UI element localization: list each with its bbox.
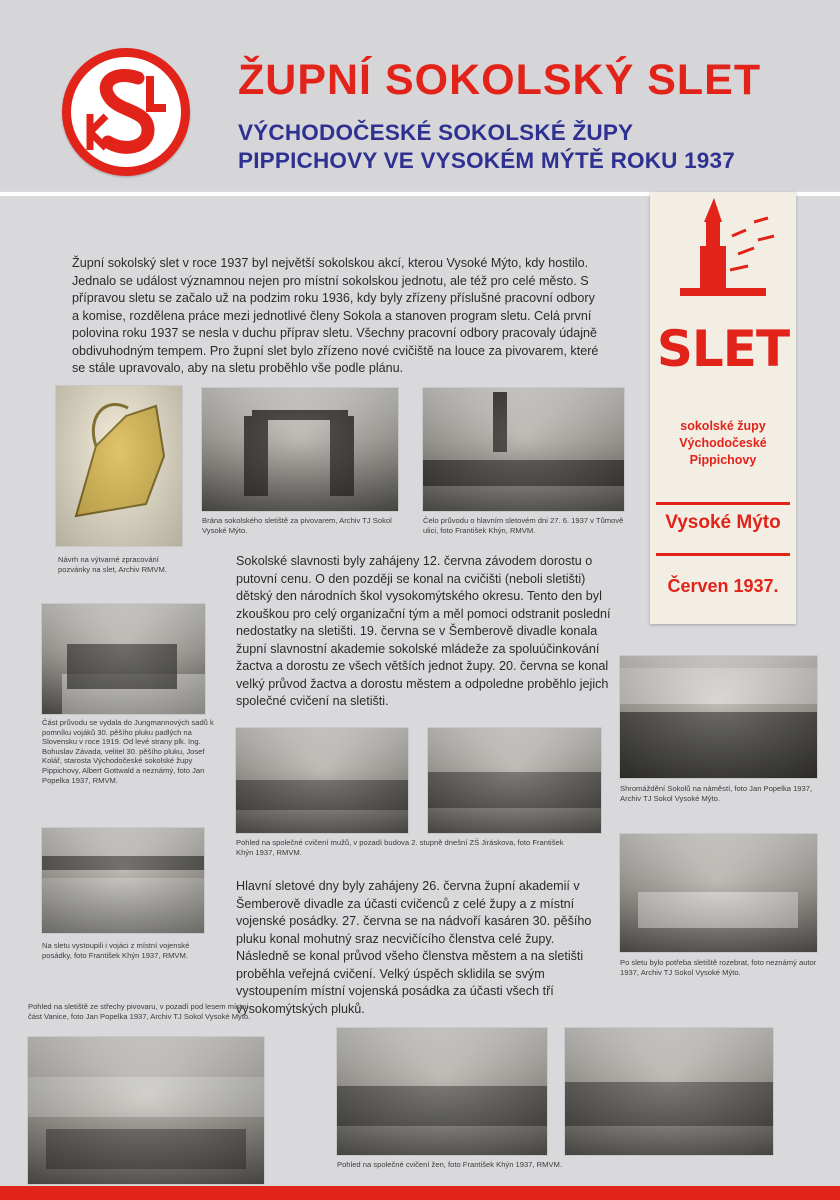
crowd-silhouette [423,460,624,486]
procession-head-photo [423,388,624,511]
middle-paragraph: Sokolské slavnosti byly zahájeny 12. června závodem dorostu o putovní cenu. O den později se konal na cvičišti (neboli sletišti) dětský den národních škol vysokomýtského okresu. Tento den byl zkouškou pro celý organizační tým a měl pomoci odstranit poslední nedostatky na sletišti. 19. června se v Šemberově divadle konala župní slavnostní akademie sokolské mládeže za spoluúčinkování žactva a dorostu ze všech větších jednot župy. 20. června se konal velký průvod žactva a dorostu městem a odpoledne proběhlo jejich společné cvičení na sletišti. [236,554,611,708]
poster-subtitle-1: sokolské župy [680,419,766,433]
intro-paragraph: Župní sokolský slet v roce 1937 byl největší sokolskou akcí, kterou Vysoké Mýto, kdy hostilo. Jednalo se událost významnou nejen pro místní sokolskou jednotu, ale též pro celé město. S přípravou sletu se začalo už na podzim roku 1936, kdy byly zřízeny příslušné pracovní odbory a komise, rozdělena práce mezi jednotlivé členy Sokola a stanoven program sletu. Celá první polovina roku 1937 se nesla v duchu příprav sletu. Všechny pracovní odbory pracovaly údajně obdivuhodným tempem. Pro župní slet bylo zřízeno nové cvičiště na louce za pivovarem, které se stále upravovalo, aby na sletu proběhlo vše podle plánu. [72,256,599,375]
caption-men: Pohled na společné cvičení mužů, v pozadí budova 2. stupně dnešní ZŠ Jiráskova, foto František Khýn 1937, RMVM. [236,838,564,857]
people-group [67,644,177,689]
poster-subtitle [650,418,796,469]
sokol-logo [62,48,190,176]
caption-jungmann: Část průvodu se vydala do Jungmannových sadů k pomníku vojáků 30. pěšího pluku padlých na Slovensku v roce 1919. Od levé strany plk. Ing. Bohuslav Závada, velitel 30. pěšího pluku, Josef Kolář, starosta Východočeské sokolské župy Pippichovy, Albert Gottwald a neznámý, foto Jan Popelka 1937, RMVM. [42,718,214,785]
page-subtitle-line-2: PIPPICHOVY VE VYSOKÉM MÝTĚ ROKU 1937 [238,148,735,173]
poster-title: SLET [656,320,790,378]
field [42,878,204,933]
gate-pillar-left [244,416,268,496]
empty-field [638,892,798,928]
invitation-drawing [56,386,182,546]
men-exercise-photo-1 [236,728,408,833]
crowd-with-flags [620,712,817,778]
men-rows [236,780,408,810]
women-rows-2 [565,1082,773,1126]
footer-bar [0,1186,840,1200]
gate-arch [252,410,348,420]
poster-city: Vysoké Mýto [665,512,781,533]
caption-soldiers: Na sletu vystoupili i vojáci z místní vojenské posádky, foto František Khýn 1937, RMVM. [42,941,190,960]
men-rows-2 [428,772,601,808]
square-gathering-photo [620,656,817,778]
women-rows [337,1086,547,1126]
dismantling-photo [620,834,817,952]
slet-poster [650,192,796,624]
caption-procession-head: Čelo průvodu o hlavním sletovém dni 27. 6. 1937 v Tůmově ulici, foto František Khýn, RMVM. [423,516,624,535]
houses [620,668,817,704]
caption-dismantle: Po sletu bylo potřeba sletiště rozebrat, foto neznámý autor 1937, Archiv TJ Sokol Vysoké Mýto. [620,958,817,977]
gate-photo [202,388,398,511]
poster-subtitle-3: Pippichovy [689,453,757,467]
poster-subtitle-2: Východočeské [679,436,767,450]
gate-pillar-right [330,416,354,496]
caption-roof: Pohled na sletiště ze střechy pivovaru, v pozadí pod lesem místní část Vanice, foto Jan Popelka 1937, Archiv TJ Sokol Vysoké Mýto. [28,1002,251,1021]
page-subtitle-line-1: VÝCHODOČESKÉ SOKOLSKÉ ŽUPY [238,120,634,145]
tower-silhouette [493,392,507,452]
page-title: ŽUPNÍ SOKOLSKÝ SLET [238,56,762,104]
grandstand [42,856,204,870]
main-days-paragraph: Hlavní sletové dny byly zahájeny 26. června župní akademií v Šemberově divadle za účasti cvičenců z celé župy a z místní vojenské posádky. 27. června se na nádvoří kasáren 30. pěšího pluku konal mohutný sraz necvičícího členstva celé župy. Následně se konal průvod všeho členstva městem a na sletišti proběhla veřejná cvičení. Velký úspěch sklidila se svým vystoupením místní vojenská posádka za účasti všech tří vysokomýtských pluků. [236,879,592,1016]
poster-date: Červen 1937. [667,576,779,596]
exercising-crowd [46,1129,246,1169]
soldiers-photo [42,828,204,933]
park-path [62,674,205,714]
women-exercise-photo-1 [337,1028,547,1155]
caption-women: Pohled na společné cvičení žen, foto František Khýn 1937, RMVM. [337,1160,562,1169]
roof-view-photo [28,1037,264,1184]
landscape [28,1077,264,1117]
jungmann-park-photo [42,604,205,714]
caption-square: Shromáždění Sokolů na náměstí, foto Jan Popelka 1937, Archiv TJ Sokol Vysoké Mýto. [620,784,813,803]
caption-invitation: Návrh na výtvarné zpracování pozvánky na slet, Archiv RMVM. [58,555,167,574]
women-exercise-photo-2 [565,1028,773,1155]
caption-gate: Brána sokolského sletiště za pivovarem, Archiv TJ Sokol Vysoké Mýto. [202,516,392,535]
men-exercise-photo-2 [428,728,601,833]
